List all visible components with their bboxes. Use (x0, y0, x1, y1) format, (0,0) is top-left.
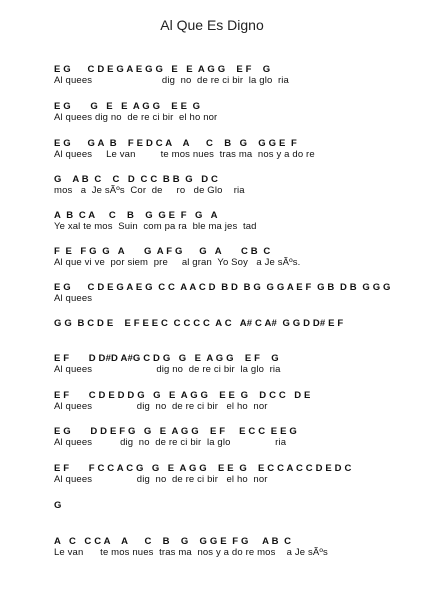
lyric-line: Le van te mos nues tras ma nos y a do re mos a Je sÃºs (54, 547, 328, 558)
lyric-line: Al quees dig no de re ci bir la glo ria (54, 75, 289, 86)
note-line: E G C D E G A E G C C A A C D B D B G G G A E F G B D B G G G (54, 282, 391, 293)
verse-line-11 (54, 463, 416, 485)
verse-line-5 (54, 210, 416, 232)
verse-line-1 (54, 64, 416, 86)
verse-line-10 (54, 426, 416, 448)
note-line: E G D D E F G G E A G G E F E C C E E G (54, 426, 297, 437)
lyric-line: Al que vi ve por siem pre al gran Yo Soy a Je sÃºs. (54, 257, 301, 268)
lyric-line: Al quees dig no de re ci bir la glo ria (54, 364, 281, 375)
note-line: F E F G G A G A F G G A C B C (54, 246, 271, 257)
verse-line-2 (54, 101, 416, 123)
lyric-line: Al quees dig no de re ci bir la glo ria (54, 437, 287, 448)
lyric-line: Al quees dig no de re ci bir el ho nor (54, 112, 218, 123)
lyric-line: Ye xal te mos Suin com pa ra ble ma jes tad (54, 221, 257, 232)
single-note-line (54, 500, 416, 511)
note-line: A B C A C B G G E F G A (54, 210, 218, 221)
lyric-line: Al quees (54, 293, 93, 304)
verse-line-6 (54, 246, 416, 268)
lyric-line: Al quees dig no de re ci bir el ho nor (54, 474, 268, 485)
note-line: E G C D E G A E G G E E A G G E F G (54, 64, 271, 75)
note-line: E F F C C A C G G E A G G E E G E C C A C C D E D C (54, 463, 352, 474)
verse-line-12 (54, 536, 416, 558)
lyric-line: Al quees dig no de re ci bir el ho nor (54, 401, 268, 412)
instrumental-line (54, 318, 416, 329)
note-line: G A B C C D C C B B G D C (54, 174, 219, 185)
note-line: E F D D#D A#G C D G G E A G G E F G (54, 353, 279, 364)
song-title: Al Que Es Digno (160, 17, 264, 33)
lyric-line: mos a Je sÃºs Cor de ro de Glo ria (54, 185, 245, 196)
note-line: E F C D E D D G G E A G G E E G D C C D E (54, 390, 311, 401)
verse-line-8 (54, 353, 416, 375)
note-line: E G G A B F E D C A A C B G G G E F (54, 138, 297, 149)
note-line: E G G E E A G G E E G (54, 101, 201, 112)
lyric-line: Al quees Le van te mos nues tras ma nos y a do re (54, 149, 315, 160)
verse-line-3 (54, 138, 416, 160)
verse-line-9 (54, 390, 416, 412)
note-line: A C C C A A C B G G G E F G A B C (54, 536, 292, 547)
note-line: G G B C D E E F E E C C C C C A C A# C A# G G D D# E F (54, 318, 344, 329)
verse-line-7 (54, 282, 416, 304)
note-line: G (54, 500, 62, 511)
verse-line-4 (54, 174, 416, 196)
